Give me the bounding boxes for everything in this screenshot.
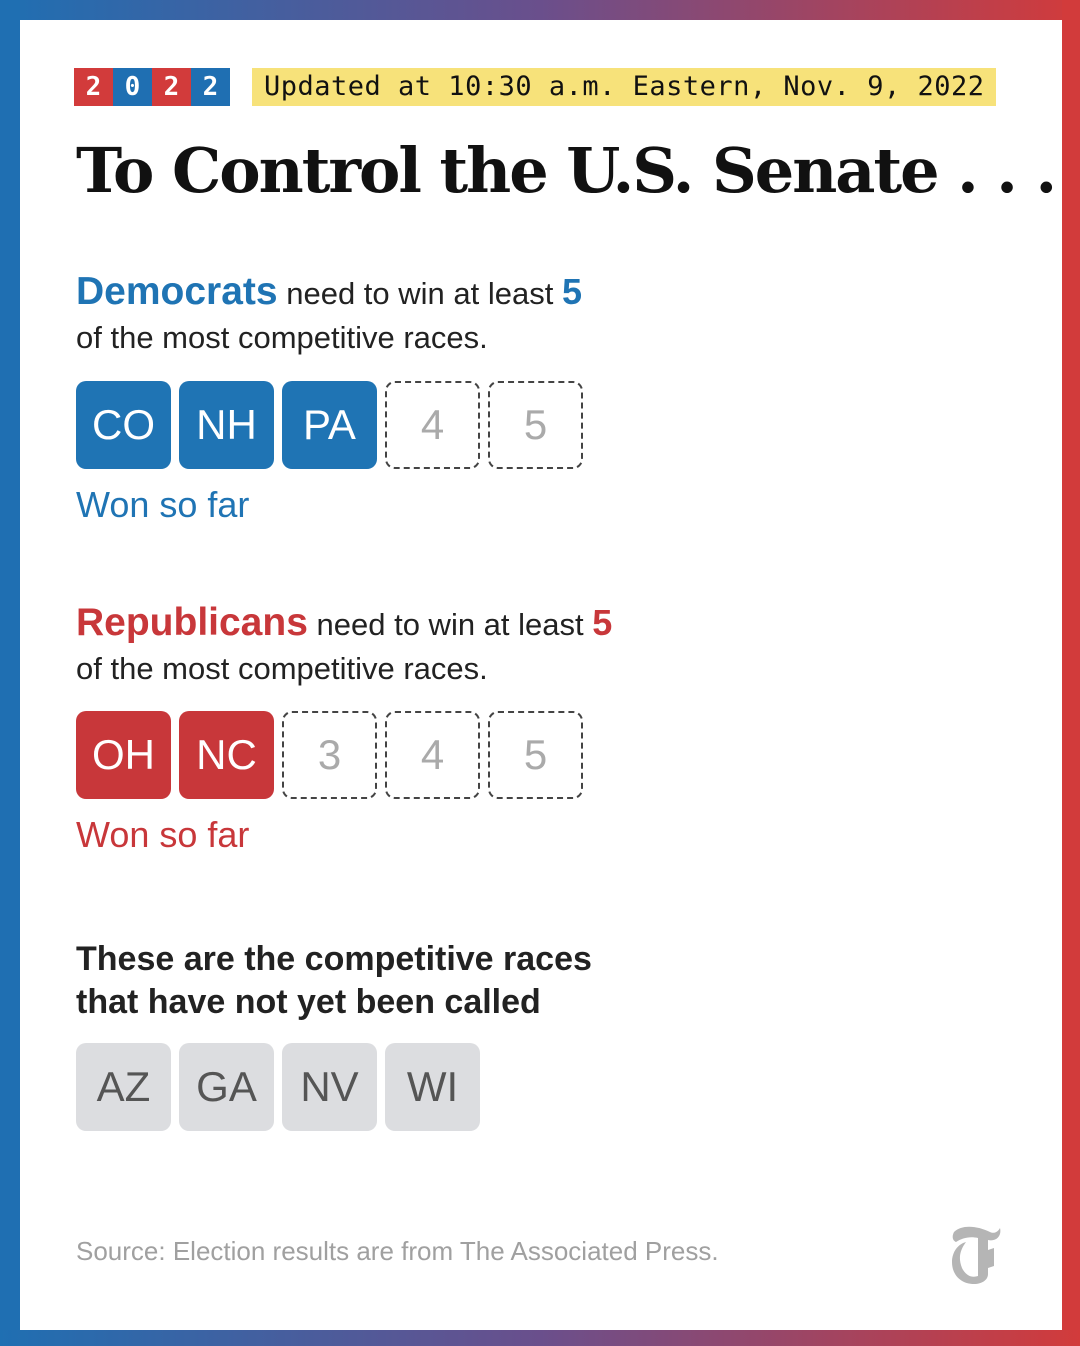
- nyt-logo-icon: [948, 1222, 1004, 1286]
- democrats-need-text: need to win at least: [286, 276, 554, 311]
- republicans-line2: of the most competitive races.: [76, 651, 488, 686]
- democrats-need-number: 5: [561, 271, 582, 312]
- race-box-empty: 5: [488, 711, 583, 799]
- uncalled-heading: [76, 938, 592, 1024]
- race-box-won: CO: [76, 381, 171, 469]
- republicans-need-number: 5: [592, 602, 613, 643]
- border-top: [0, 0, 1080, 20]
- republicans-race-boxes: [76, 711, 583, 799]
- race-box-uncalled: WI: [385, 1043, 480, 1131]
- race-box-empty: 4: [385, 711, 480, 799]
- republicans-label: Republicans: [76, 601, 308, 644]
- race-box-won: NH: [179, 381, 274, 469]
- source-note: Source: Election results are from The Associated Press.: [76, 1236, 719, 1266]
- year-digit: 2: [74, 68, 113, 106]
- race-box-empty: 3: [282, 711, 377, 799]
- democrats-label: Democrats: [76, 270, 278, 313]
- republicans-won-label: Won so far: [76, 814, 250, 855]
- year-digit: 2: [191, 68, 230, 106]
- updated-timestamp: Updated at 10:30 a.m. Eastern, Nov. 9, 2022: [252, 68, 996, 106]
- race-box-empty: 4: [385, 381, 480, 469]
- page-title: To Control the U.S. Senate . . .: [76, 134, 1056, 207]
- border-left: [0, 0, 20, 1346]
- race-box-uncalled: GA: [179, 1043, 274, 1131]
- race-box-uncalled: AZ: [76, 1043, 171, 1131]
- race-box-won: OH: [76, 711, 171, 799]
- race-box-uncalled: NV: [282, 1043, 377, 1131]
- uncalled-line2: that have not yet been called: [76, 983, 541, 1021]
- border-right: [1062, 0, 1080, 1346]
- race-box-won: PA: [282, 381, 377, 469]
- race-box-won: NC: [179, 711, 274, 799]
- race-box-empty: 5: [488, 381, 583, 469]
- democrats-line2: of the most competitive races.: [76, 320, 488, 355]
- year-digit: 0: [113, 68, 152, 106]
- uncalled-race-boxes: [76, 1043, 480, 1131]
- uncalled-line1: These are the competitive races: [76, 940, 592, 978]
- year-digit: 2: [152, 68, 191, 106]
- republicans-need-text: need to win at least: [316, 607, 584, 642]
- democrats-requirement: [76, 270, 582, 360]
- democrats-race-boxes: [76, 381, 583, 469]
- border-bottom: [0, 1330, 1080, 1346]
- republicans-requirement: [76, 601, 612, 691]
- year-badge: [74, 68, 230, 106]
- democrats-won-label: Won so far: [76, 484, 250, 525]
